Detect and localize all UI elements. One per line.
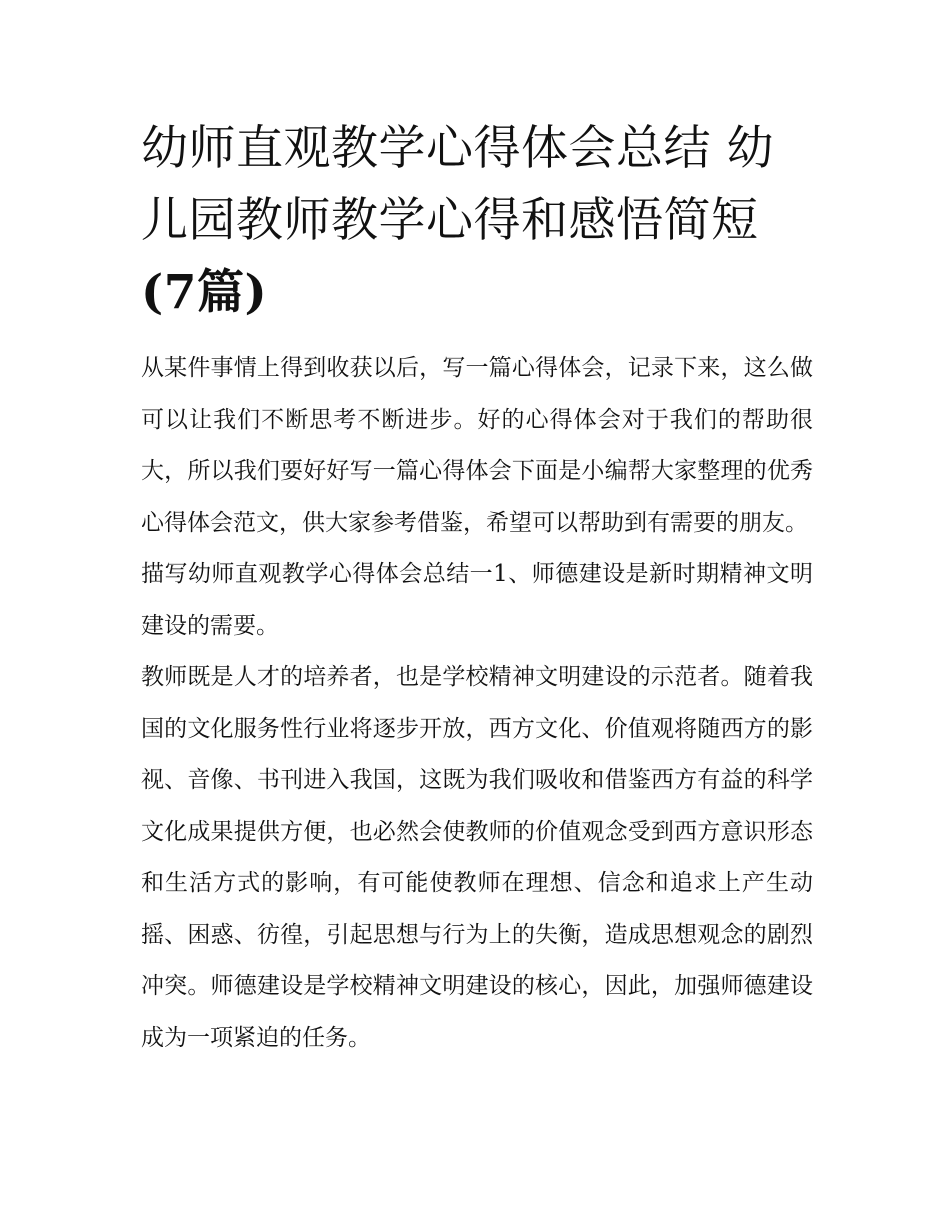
document-page	[141, 113, 813, 1064]
title-main: 幼师直观教学心得体会总结 幼儿园教师教学心得和感悟简短	[141, 121, 774, 248]
paragraph-main: 教师既是人才的培养者，也是学校精神文明建设的示范者。随着我国的文化服务性行业将逐步开放，西方文化、价值观将随西方的影视、音像、书刊进入我国，这既为我们吸收和借鉴西方有益的科学文化成果提供方便，也必然会使教师的价值观念受到西方意识形态和生活方式的影响，有可能使教师在理想、信念和追求上产生动摇、困惑、彷徨，引起思想与行为上的失衡，造成思想观念的剧烈冲突。师德建设是学校精神文明建设的核心，因此，加强师德建设成为一项紧迫的任务。	[141, 664, 813, 1051]
title-suffix: (7篇)	[141, 265, 268, 320]
paragraph-section-heading: 描写幼师直观教学心得体会总结一1、师德建设是新时期精神文明建设的需要。	[141, 561, 813, 639]
document-title	[141, 113, 813, 329]
document-body	[141, 343, 813, 1064]
paragraph-intro: 从某件事情上得到收获以后，写一篇心得体会，记录下来，这么做可以让我们不断思考不断进步。好的心得体会对于我们的帮助很大，所以我们要好好写一篇心得体会下面是小编帮大家整理的优秀心得体会范文，供大家参考借鉴，希望可以帮助到有需要的朋友。	[141, 355, 813, 536]
